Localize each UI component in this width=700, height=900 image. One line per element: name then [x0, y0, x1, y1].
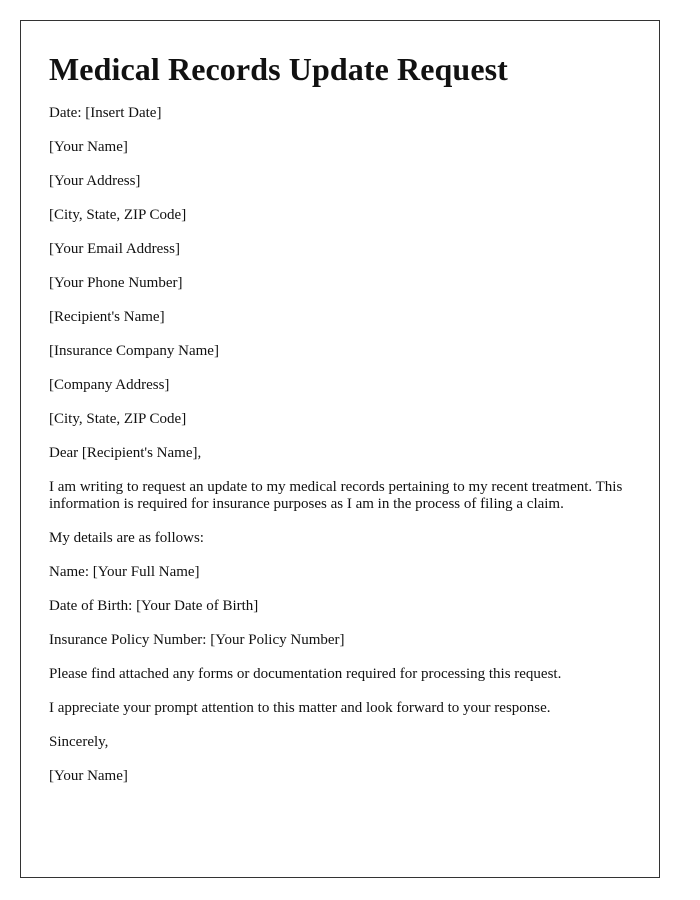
letter-title: Medical Records Update Request — [49, 51, 508, 87]
sign-off: Sincerely, — [49, 734, 109, 750]
sender-name: [Your Name] — [49, 139, 128, 155]
sender-city-state-zip: [City, State, ZIP Code] — [49, 207, 187, 223]
attachments-paragraph: Please find attached any forms or documentation required for processing this request. — [49, 666, 562, 682]
recipient-address: [Company Address] — [49, 377, 170, 393]
sender-address: [Your Address] — [49, 173, 141, 189]
detail-name: Name: [Your Full Name] — [49, 564, 200, 580]
closing-paragraph: I appreciate your prompt attention to this matter and look forward to your response. — [49, 700, 551, 716]
detail-dob: Date of Birth: [Your Date of Birth] — [49, 598, 259, 614]
date-line: Date: [Insert Date] — [49, 105, 162, 121]
sender-email: [Your Email Address] — [49, 241, 180, 257]
recipient-company: [Insurance Company Name] — [49, 343, 219, 359]
signature-name: [Your Name] — [49, 768, 128, 784]
details-intro: My details are as follows: — [49, 530, 204, 546]
salutation: Dear [Recipient's Name], — [49, 445, 202, 461]
intro-paragraph: I am writing to request an update to my medical records pertaining to my recent treatment. This information is required for insurance purposes as I am in the process of filing a claim. — [49, 479, 623, 512]
recipient-city-state-zip: [City, State, ZIP Code] — [49, 411, 187, 427]
recipient-name: [Recipient's Name] — [49, 309, 165, 325]
letter-body — [49, 105, 631, 785]
letter-page — [20, 20, 660, 878]
sender-phone: [Your Phone Number] — [49, 275, 183, 291]
detail-policy-number: Insurance Policy Number: [Your Policy Number] — [49, 632, 345, 648]
